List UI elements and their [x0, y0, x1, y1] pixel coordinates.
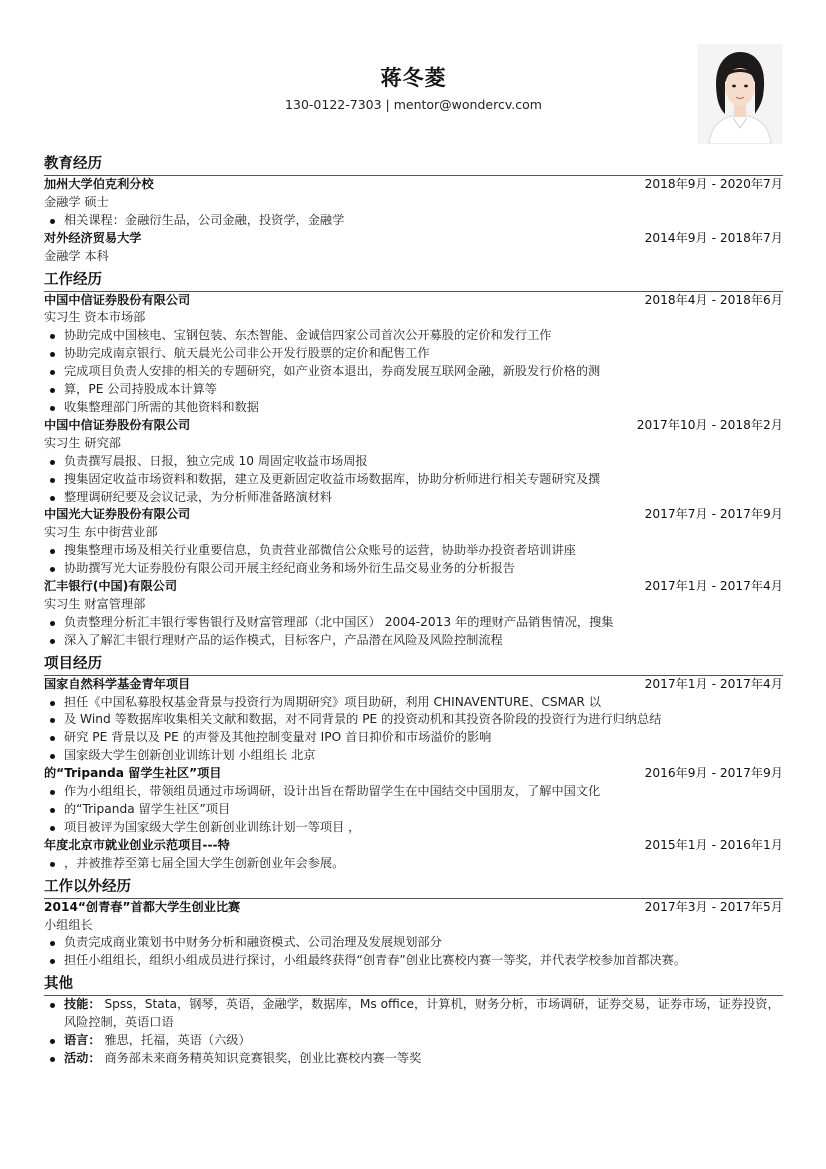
section-title-projects: 项目经历	[44, 654, 783, 676]
section-title-extra: 工作以外经历	[44, 877, 783, 899]
entry-date: 2017年3月 - 2017年5月	[644, 899, 783, 914]
bullet-item: 及 Wind 等数据库收集相关文献和数据，对不同背景的 PE 的投资动机和其投资各阶段的投资行为进行归纳总结	[64, 711, 783, 729]
other-list	[44, 996, 783, 1068]
bullet-item: 相关课程：金融衍生品，公司金融，投资学，金融学	[64, 212, 783, 230]
bullet-item: 协助完成南京银行、航天晨光公司非公开发行股票的定价和配售工作	[64, 345, 783, 363]
bullet-item: 国家级大学生创新创业训练计划 小组组长 北京	[64, 747, 783, 765]
bullet-item: ，并被推荐至第七届全国大学生创新创业年会参展。	[64, 855, 783, 873]
bullet-item: 项目被评为国家级大学生创新创业训练计划一等项目 ，	[64, 819, 783, 837]
entry-date: 2018年9月 - 2020年7月	[644, 177, 783, 191]
project-name: 年度北京市就业创业示范项目---特	[44, 837, 230, 852]
bullet-item: 深入了解汇丰银行理财产品的运作模式，目标客户，产品潜在风险及风险控制流程	[64, 632, 783, 650]
project-entry	[44, 837, 783, 873]
work-entry	[44, 417, 783, 507]
activities-text: 商务部未来商务精英知识竞赛银奖，创业比赛校内赛一等奖	[104, 1050, 422, 1065]
languages-item	[64, 1032, 783, 1050]
bullet-item: 作为小组组长，带领组员通过市场调研，设计出旨在帮助留学生在中国结交中国朋友，了解中国文化	[64, 783, 783, 801]
entry-date: 2015年1月 - 2016年1月	[644, 837, 783, 852]
activities-item	[64, 1050, 783, 1068]
languages-text: 雅思，托福，英语（六级）	[104, 1033, 251, 1048]
languages-label: 语言：	[64, 1033, 101, 1048]
project-name: 国家自然科学基金青年项目	[44, 676, 191, 691]
bullet-item: 的“Tripanda 留学生社区”项目	[64, 801, 783, 819]
position: 实习生 财富管理部	[44, 596, 146, 611]
bullet-item: 协助撰写光大证券股份有限公司开展主经纪商业务和场外衍生品交易业务的分析报告	[64, 560, 783, 578]
project-entry	[44, 676, 783, 766]
entry-date: 2017年1月 - 2017年4月	[644, 579, 783, 594]
bullet-item: 担任《中国私募股权基金背景与投资行为周期研究》项目助研，利用 CHINAVENTURE、CSMAR 以	[64, 694, 783, 712]
position: 实习生 研究部	[44, 435, 121, 450]
section-title-other: 其他	[44, 974, 783, 996]
bullet-item: 收集整理部门所需的其他资料和数据	[64, 399, 783, 417]
work-entry	[44, 578, 783, 650]
entry-date: 2014年9月 - 2018年7月	[644, 230, 783, 245]
profile-photo	[697, 44, 783, 144]
school-name: 对外经济贸易大学	[44, 230, 142, 245]
degree: 金融学 硕士	[44, 194, 109, 209]
contact-info: 130-0122-7303 | mentor@wondercv.com	[285, 97, 542, 112]
company-name: 中国中信证券股份有限公司	[44, 417, 191, 432]
bullet-item: 搜集整理市场及相关行业重要信息，负责营业部微信公众账号的运营，协助举办投资者培训讲座	[64, 542, 783, 560]
school-name: 加州大学伯克利分校	[44, 177, 154, 191]
skills-label: 技能：	[64, 997, 101, 1012]
section-title-education: 教育经历	[44, 154, 783, 176]
education-entry	[44, 176, 783, 230]
company-name: 中国中信证券股份有限公司	[44, 292, 191, 307]
entry-date: 2018年4月 - 2018年6月	[644, 292, 783, 307]
activity-name: 2014“创青春”首都大学生创业比赛	[44, 899, 241, 914]
degree: 金融学 本科	[44, 248, 109, 263]
entry-date: 2017年7月 - 2017年9月	[644, 507, 783, 522]
extra-entry	[44, 899, 783, 971]
activities-label: 活动：	[64, 1050, 101, 1065]
project-entry	[44, 765, 783, 837]
position: 实习生 东中街营业部	[44, 525, 158, 540]
company-name: 中国光大证券股份有限公司	[44, 507, 191, 522]
education-entry	[44, 230, 783, 266]
section-title-work: 工作经历	[44, 270, 783, 292]
position: 实习生 资本市场部	[44, 310, 146, 325]
bullet-item: 负责撰写晨报、日报，独立完成 10 周固定收益市场周报	[64, 453, 783, 471]
bullet-item: 协助完成中国核电、宝钢包装、东杰智能、金诚信四家公司首次公开募股的定价和发行工作	[64, 327, 783, 345]
bullet-item: 负责整理分析汇丰银行零售银行及财富管理部（北中国区） 2004-2013 年的理财产品销售情况，搜集	[64, 614, 783, 632]
resume-page	[44, 0, 783, 1068]
entry-date: 2017年10月 - 2018年2月	[636, 417, 783, 432]
bullet-item: 研究 PE 背景以及 PE 的声誉及其他控制变量对 IPO 首日抑价和市场溢价的影响	[64, 729, 783, 747]
company-name: 汇丰银行(中国)有限公司	[44, 579, 178, 594]
bullet-item: 整理调研纪要及会议记录，为分析师准备路演材料	[64, 489, 783, 507]
bullet-item: 搜集固定收益市场资料和数据，建立及更新固定收益市场数据库，协助分析师进行相关专题研究及撰	[64, 471, 783, 489]
candidate-name: 蒋冬菱	[380, 66, 447, 90]
project-name: 的“Tripanda 留学生社区”项目	[44, 766, 222, 781]
bullet-item: 负责完成商业策划书中财务分析和融资模式、公司治理及发展规划部分	[64, 934, 783, 952]
bullet-item: 担任小组组长，组织小组成员进行探讨，小组最终获得“创青春”创业比赛校内赛一等奖，并代表学校参加首都决赛。	[64, 952, 783, 970]
role: 小组组长	[44, 917, 93, 932]
entry-date: 2017年1月 - 2017年4月	[644, 676, 783, 691]
bullet-item: 算，PE 公司持股成本计算等	[64, 381, 783, 399]
skills-item	[64, 996, 783, 1032]
work-entry	[44, 506, 783, 578]
entry-date: 2016年9月 - 2017年9月	[644, 766, 783, 781]
bullet-item: 完成项目负责人安排的相关的专题研究，如产业资本退出，券商发展互联网金融，新股发行价格的测	[64, 363, 783, 381]
skills-text: Spss，Stata，钢琴，英语，金融学，数据库，Ms office，计算机，财务分析，市场调研，证券交易，证券市场，证券投资，风险控制，英语口语	[64, 997, 780, 1030]
work-entry	[44, 292, 783, 417]
resume-header	[44, 0, 783, 150]
